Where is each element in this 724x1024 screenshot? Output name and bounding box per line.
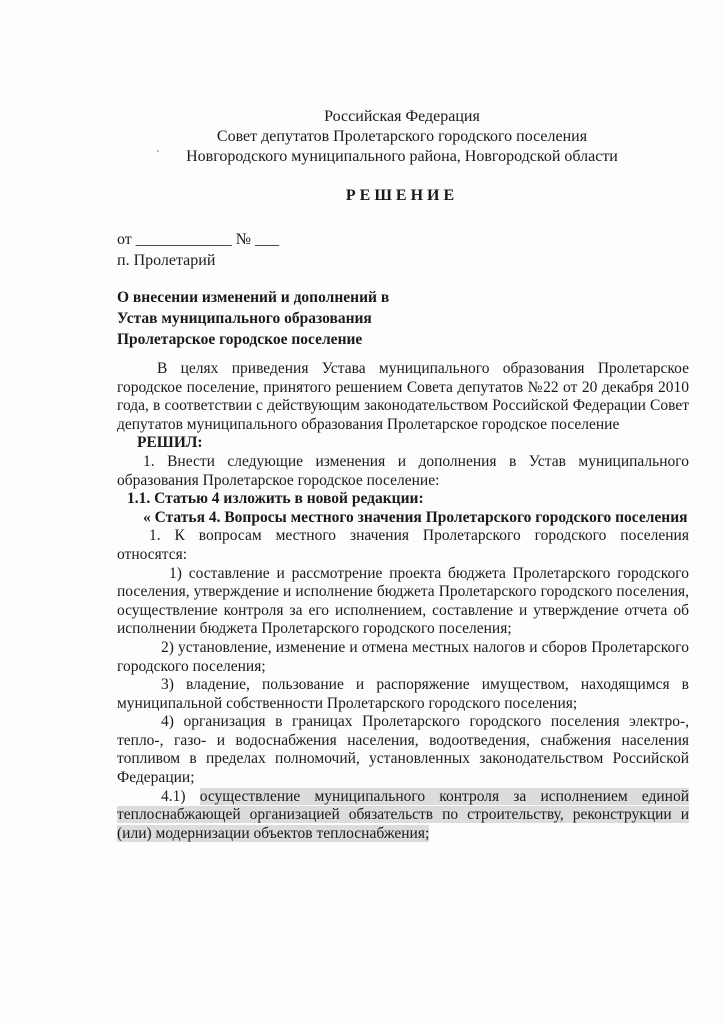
subitem-2: 2) установление, изменение и отмена местных налогов и сборов Пролетарского городского поселения;: [117, 638, 689, 675]
item-1: 1. Внести следующие изменения и дополнения в Устав муниципального образования Пролетарское городское поселение:: [117, 452, 689, 489]
intro-paragraph: В целях приведения Устава муниципального образования Пролетарское городское поселение, принятого решением Совета депутатов №22 от 20 декабря 2010 года, в соответствии с действующим законодательством Российской Федерации Совет депутатов муниципального образования Пролетарское городское поселение: [117, 360, 689, 433]
subitem-4: 4) организация в границах Пролетарского городского поселения электро-, тепло-, газо- и водоснабжения населения, водоотведения, снабжения населения топливом в пределах полномочий, установленных законодательством Российской Федерации;: [117, 713, 689, 787]
subitem-4-1-number: 4.1): [161, 787, 200, 805]
subject-line-1: О внесении изменений и дополнений в: [117, 289, 390, 306]
resolved-heading: РЕШИЛ:: [137, 434, 203, 452]
document-body: [117, 360, 689, 843]
header-council: Совет депутатов Пролетарского городского поселения: [216, 128, 588, 145]
subitem-1: 1) составление и рассмотрение проекта бюджета Пролетарского городского поселения, утверждение и исполнение бюджета Пролетарского городского поселения, осуществление контроля за его исполнением, составление и утверждение отчета об исполнении бюджета Пролетарского городского поселения;: [117, 564, 689, 638]
subitem-4-1: [117, 788, 689, 844]
place-of-issue: п. Пролетарий: [117, 252, 216, 269]
subject-line-2: Устав муниципального образования: [117, 310, 372, 327]
date-number-line: от ____________ № ___: [117, 231, 280, 248]
article-4-paragraph-1: 1. К вопросам местного значения Пролетарского городского поселения относятся:: [117, 527, 689, 563]
header-region: Новгородского муниципального района, Новгородской области: [186, 148, 618, 165]
subject-line-3: Пролетарское городское поселение: [117, 331, 363, 348]
subitem-4-1-highlighted-text: осуществление муниципального контроля за исполнением единой теплоснабжающей организацией обязательств по строительству, реконструкции и (или) модернизации объектов теплоснабжения;: [117, 787, 690, 842]
document-title: РЕШЕНИЕ: [345, 187, 459, 204]
article-4-title: « Статья 4. Вопросы местного значения Пролетарского городского поселения: [143, 508, 688, 526]
subitem-3: 3) владение, пользование и распоряжение имуществом, находящимся в муниципальной собственности Пролетарского городского поселения;: [117, 676, 689, 712]
document-header: [0, 107, 724, 167]
decision-subject: [117, 287, 389, 350]
item-1-1: 1.1. Статью 4 изложить в новой редакции:: [127, 490, 424, 508]
header-country: Российская Федерация: [324, 108, 480, 125]
